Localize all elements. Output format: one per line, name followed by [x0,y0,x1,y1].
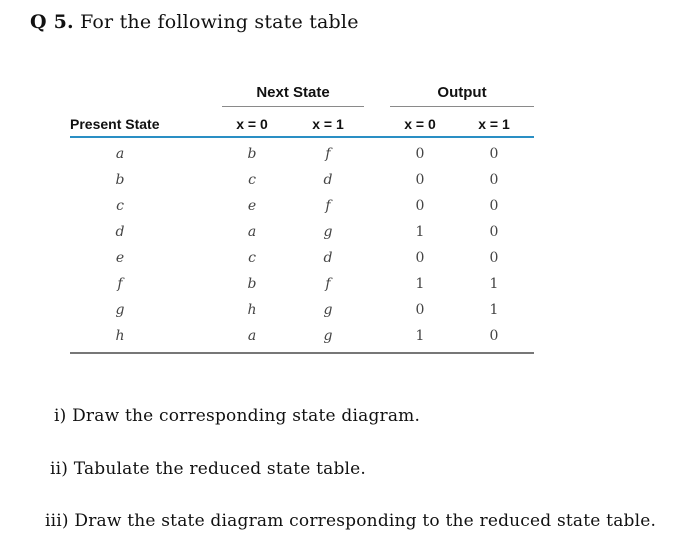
next-x0-cell: a [247,224,257,240]
question-text: For the following state table [80,11,359,33]
next-x1-cell: f [325,276,331,292]
next-x0-cell: c [248,250,256,266]
out-x1-cell: 1 [489,276,499,292]
next-x0-cell: a [247,328,257,344]
instruction-text: Draw the state diagram corresponding to the reduced state table. [74,511,657,531]
instruction-label: ii) [50,459,69,479]
next-x0-cell: b [247,146,257,162]
out-x0-cell: 0 [415,250,425,266]
out-x0-cell: 1 [415,276,425,292]
present-state-cell: g [115,302,125,318]
present-state-cell: c [116,198,124,214]
next-x0-cell: e [247,198,257,214]
present-state-cell: h [115,328,125,344]
out-x1-cell: 0 [489,328,499,344]
present-state-cell: e [115,250,125,266]
next-x1-cell: g [323,302,333,318]
next-x1-cell: f [325,146,331,162]
table-bottom-rule [70,352,534,354]
next-x0-cell: c [248,172,256,188]
next-x1-cell: d [323,172,333,188]
out-x1-cell: 0 [489,146,499,162]
out-x0-cell: 0 [415,198,425,214]
out-x1-header: x = 1 [478,116,510,132]
header-underline [70,136,534,138]
next-x0-header: x = 0 [236,116,268,132]
instruction-2 [50,459,366,479]
out-x0-cell: 0 [415,302,425,318]
output-header: Output [437,84,487,101]
instruction-label: i) [54,406,67,426]
present-state-cell: b [115,172,125,188]
out-x1-cell: 0 [489,198,499,214]
instruction-text: Tabulate the reduced state table. [73,459,367,479]
out-x1-cell: 1 [489,302,499,318]
out-x0-cell: 1 [415,328,425,344]
next-x0-cell: h [247,302,257,318]
output-header-rule [390,106,534,107]
next-x0-cell: b [247,276,257,292]
next-x1-header: x = 1 [312,116,344,132]
instruction-1 [54,406,420,426]
next-state-header: Next State [256,84,330,101]
present-state-cell: f [117,276,123,292]
out-x1-cell: 0 [489,250,499,266]
present-state-cell: d [115,224,125,240]
out-x1-cell: 0 [489,172,499,188]
out-x0-cell: 0 [415,172,425,188]
instruction-text: Draw the corresponding state diagram. [72,406,421,426]
present-state-cell: a [115,146,125,162]
out-x0-header: x = 0 [404,116,436,132]
next-x1-cell: d [323,250,333,266]
question-number: Q 5. [30,11,74,33]
next-x1-cell: f [325,198,331,214]
instruction-3 [45,511,656,531]
out-x1-cell: 0 [489,224,499,240]
out-x0-cell: 1 [415,224,425,240]
next-x1-cell: g [323,224,333,240]
next-x1-cell: g [323,328,333,344]
out-x0-cell: 0 [415,146,425,162]
instruction-label: iii) [45,511,69,531]
present-state-header: Present State [70,116,160,132]
next-state-header-rule [222,106,364,107]
